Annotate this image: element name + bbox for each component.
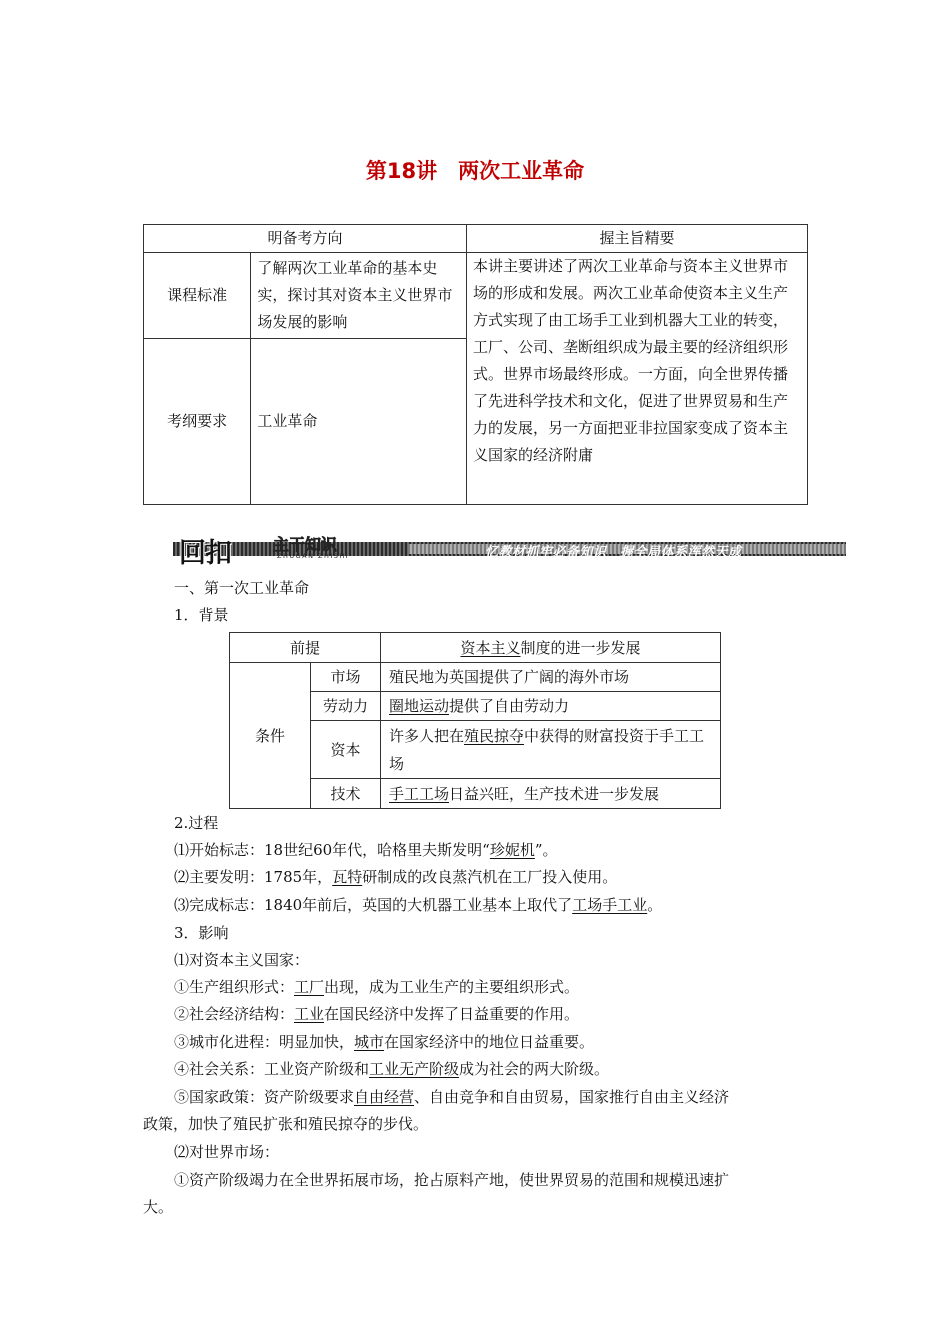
banner-mid-text: 主干知识 bbox=[273, 535, 338, 554]
banner-slogan: 忆教材抓牢必备知识 握全局体系浑然天成 bbox=[485, 545, 742, 560]
labor-label: 劳动力 bbox=[311, 692, 381, 721]
overview-header-right: 握主旨精要 bbox=[467, 225, 808, 253]
overview-table bbox=[143, 224, 808, 505]
banner-sub-text: ZHUGAN ZHISHI bbox=[277, 552, 350, 560]
exam-outline-label: 考纲要求 bbox=[144, 339, 251, 505]
world-item-1: ①资产阶级竭力在全世界拓展市场，抢占原料产地，使世界贸易的范围和规模迅速扩 bbox=[174, 1171, 730, 1189]
course-standard-text: 了解两次工业革命的基本史实，探讨其对资本主义世界市场发展的影响 bbox=[251, 253, 467, 339]
page-title: 第18讲 两次工业革命 bbox=[365, 159, 585, 183]
impact-item-3: ③城市化进程：明显加快，城市在国家经济中的地位日益重要。 bbox=[174, 1033, 595, 1051]
impact-item-5: ⑤国家政策：资产阶级要求自由经营、自由竞争和自由贸易，国家推行自由主义经济 bbox=[174, 1088, 730, 1106]
subheading-process: 2.过程 bbox=[174, 814, 219, 832]
section-banner bbox=[173, 535, 846, 569]
premise-underlined: 资本主义 bbox=[460, 638, 521, 657]
impact-item-4: ④社会关系：工业资产阶级和工业无产阶级成为社会的两大阶级。 bbox=[174, 1060, 610, 1078]
banner-big-text: 回扣 bbox=[179, 538, 231, 569]
premise-label: 前提 bbox=[230, 633, 381, 663]
conditions-label: 条件 bbox=[230, 663, 311, 809]
summary-text: 本讲主要讲述了两次工业革命与资本主义世界市场的形成和发展。两次工业革命使资本主义生产方式实现了由工场手工业到机器大工业的转变，工厂、公司、垄断组织成为最主要的经济组织形式。世界市场最终形成。一方面，向全世界传播了先进科学技术和文化，促进了世界贸易和生产力的发展，另一方面把亚非拉国家变成了资本主义国家的经济附庸 bbox=[467, 253, 808, 505]
overview-header-left: 明备考方向 bbox=[144, 225, 467, 253]
impact-world-heading: ⑵对世界市场： bbox=[174, 1143, 280, 1161]
market-label: 市场 bbox=[311, 663, 381, 692]
subheading-background: 1．背景 bbox=[174, 606, 229, 624]
premise-text: 资本主义制度的进一步发展 bbox=[381, 633, 721, 663]
capital-text: 许多人把在殖民掠夺中获得的财富投资于手工工场 bbox=[381, 721, 721, 779]
process-item-1: ⑴开始标志：18世纪60年代，哈格里夫斯发明“珍妮机”。 bbox=[174, 841, 558, 859]
process-item-2: ⑵主要发明：1785年，瓦特研制成的改良蒸汽机在工厂投入使用。 bbox=[174, 868, 618, 886]
process-item-3: ⑶完成标志：1840年前后，英国的大机器工业基本上取代了工场手工业。 bbox=[174, 896, 663, 914]
tech-text: 手工工场日益兴旺，生产技术进一步发展 bbox=[381, 779, 721, 809]
exam-outline-text: 工业革命 bbox=[251, 339, 467, 505]
section-heading: 一、第一次工业革命 bbox=[174, 579, 310, 597]
capital-label: 资本 bbox=[311, 721, 381, 779]
impact-states-heading: ⑴对资本主义国家： bbox=[174, 951, 310, 969]
impact-item-1: ①生产组织形式：工厂出现，成为工业生产的主要组织形式。 bbox=[174, 978, 580, 996]
labor-text: 圈地运动提供了自由劳动力 bbox=[381, 692, 721, 721]
background-table bbox=[229, 632, 721, 809]
subheading-impact: 3．影响 bbox=[174, 924, 229, 942]
market-text: 殖民地为英国提供了广阔的海外市场 bbox=[381, 663, 721, 692]
impact-item-5-cont: 政策，加快了殖民扩张和殖民掠夺的步伐。 bbox=[143, 1115, 429, 1133]
world-item-1-cont: 大。 bbox=[143, 1198, 174, 1216]
tech-label: 技术 bbox=[311, 779, 381, 809]
impact-item-2: ②社会经济结构：工业在国民经济中发挥了日益重要的作用。 bbox=[174, 1005, 580, 1023]
course-standard-label: 课程标准 bbox=[144, 253, 251, 339]
